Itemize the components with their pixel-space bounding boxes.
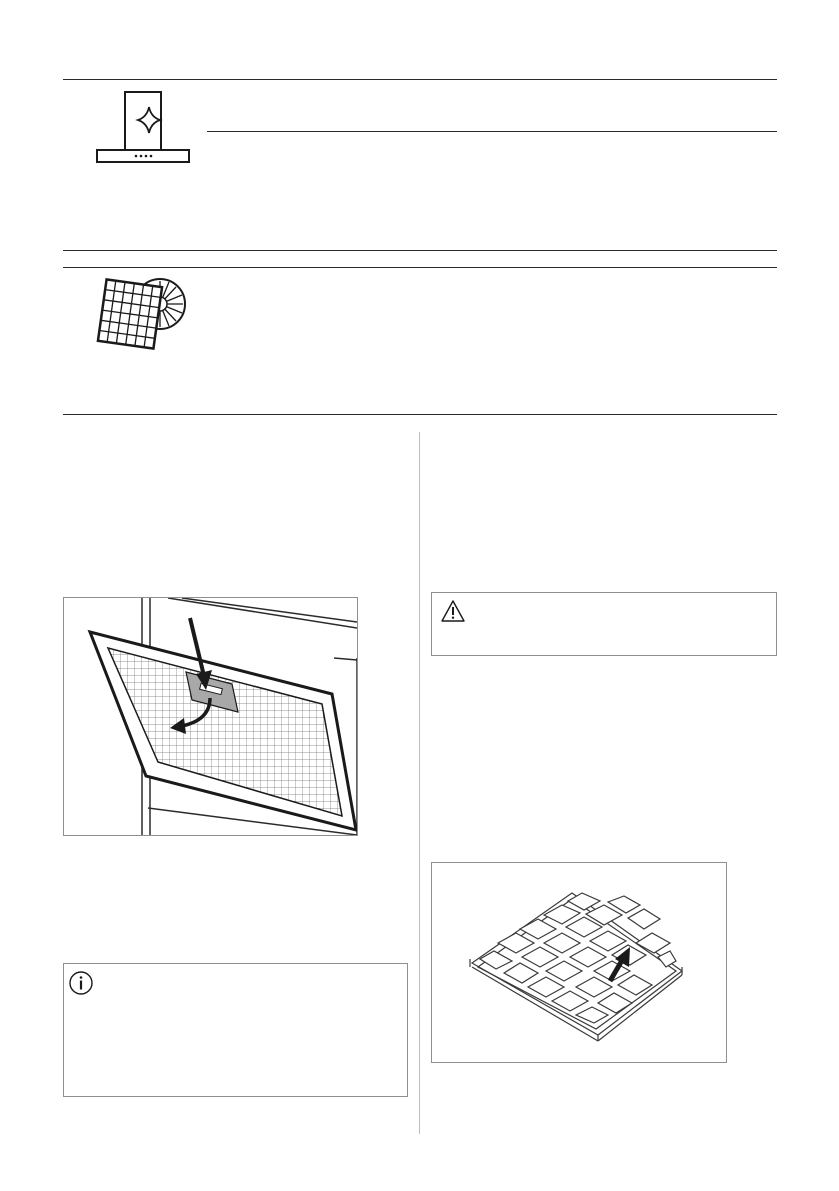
section-divider-bottom — [63, 414, 777, 415]
warning-triangle-icon — [440, 599, 466, 623]
section-heading-underline — [207, 131, 777, 132]
info-note-box — [63, 963, 408, 1097]
grease-filter-removal-illustration — [63, 597, 358, 836]
hood-sparkle-icon — [94, 90, 194, 166]
section-divider-top — [63, 79, 777, 80]
info-icon — [68, 970, 94, 996]
section-divider-filter-top-2 — [63, 267, 777, 268]
grease-filter-and-carbon-filter-icon — [96, 276, 192, 356]
warning-note-box — [431, 592, 777, 656]
column-separator — [419, 432, 420, 1134]
section-divider-filter-top-1 — [63, 250, 777, 251]
carbon-filter-frame-illustration — [431, 862, 727, 1063]
